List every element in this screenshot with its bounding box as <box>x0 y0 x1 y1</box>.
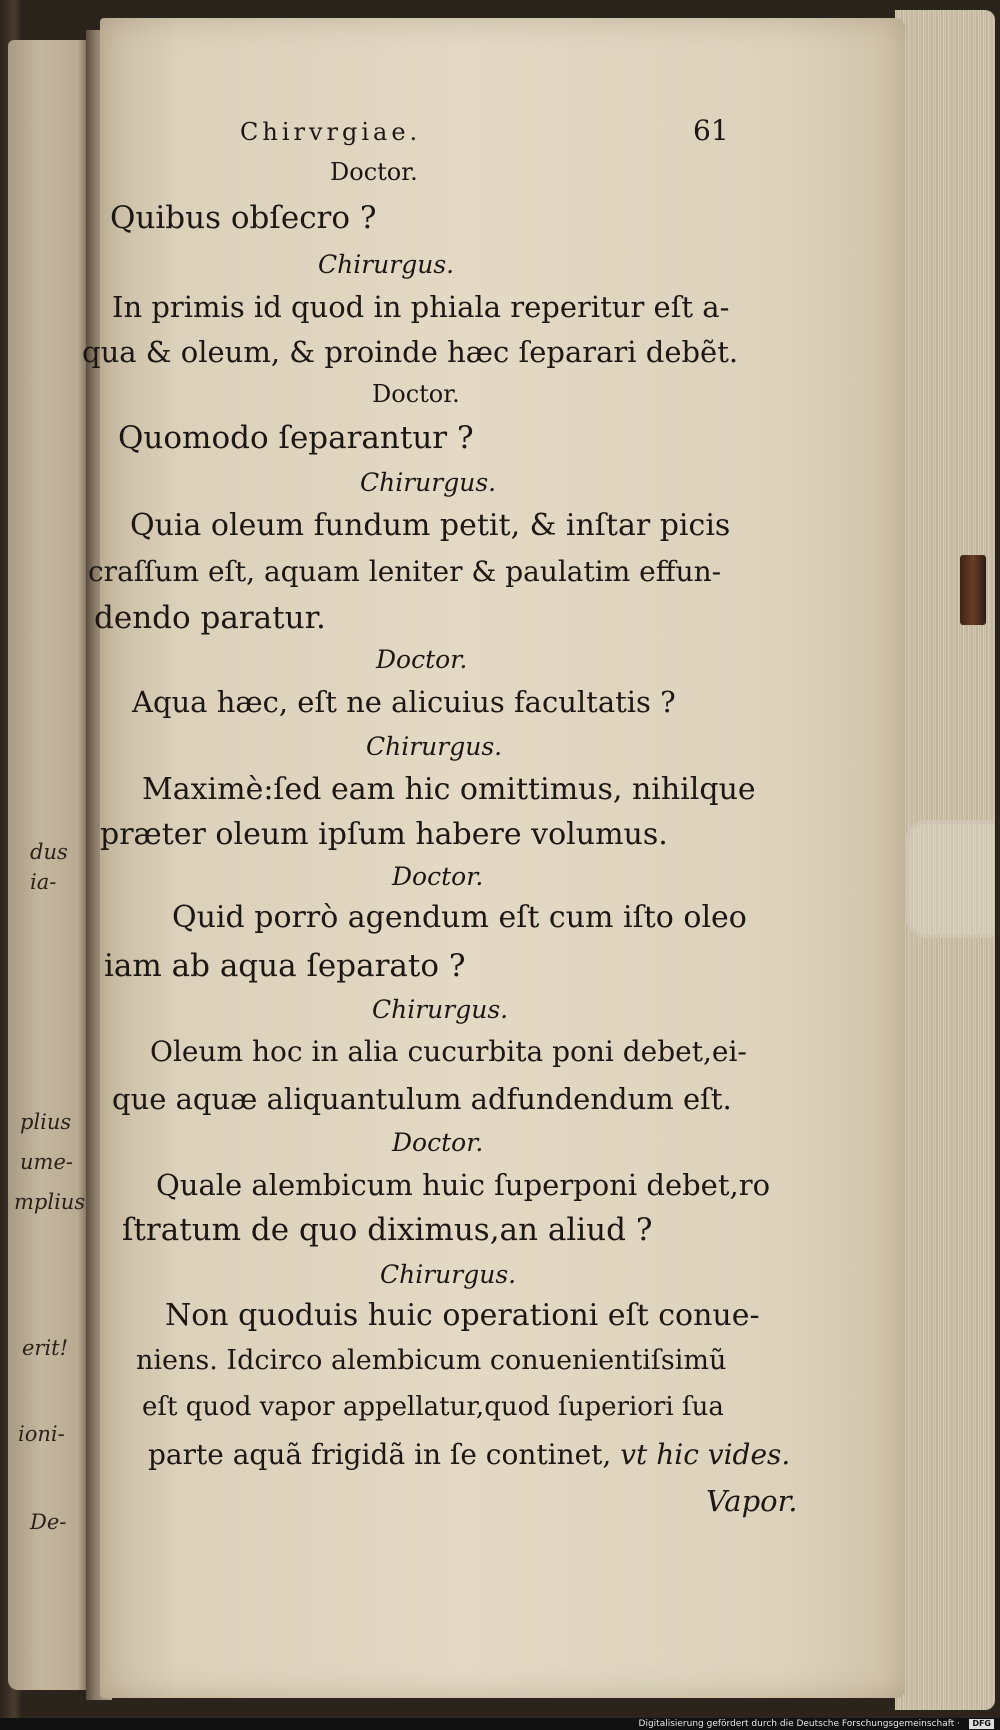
text-line: Aqua hæc, eſt ne alicuius facultatis ? <box>132 685 676 719</box>
text-line: eſt quod vapor appellatur,quod ſuperiori ſua <box>142 1392 724 1422</box>
text-line: Quomodo ſeparantur ? <box>118 420 474 456</box>
text-line: iam ab aqua ſeparato ? <box>104 948 466 984</box>
page-number: 61 <box>693 114 729 147</box>
text-line: præter oleum ipſum habere volumus. <box>100 817 668 852</box>
speaker-doctor: Doctor. <box>392 862 484 891</box>
speaker-chirurgus: Chirurgus. <box>318 250 455 279</box>
running-title: Chirvrgiae. <box>240 118 422 146</box>
text-line: Quid porrò agendum eſt cum iſto oleo <box>172 900 747 935</box>
footer-credit: Digitalisierung gefördert durch die Deutsche Forschungsgemeinschaft · <box>638 1719 960 1729</box>
speaker-doctor: Doctor. <box>376 645 468 674</box>
text-line: Quale alembicum huic ſuperponi debet,ro <box>156 1168 771 1202</box>
bookmark-ribbon <box>960 555 986 625</box>
margin-fragment: erit! <box>22 1336 69 1360</box>
text-line: ſtratum de quo diximus,an aliud ? <box>122 1212 653 1248</box>
text-line: craſſum eſt, aquam leniter & paulatim effun- <box>88 555 722 588</box>
margin-fragment: mplius <box>14 1190 86 1214</box>
margin-fragment: ume- <box>20 1150 73 1174</box>
text-run: parte aquã frigidã in ſe continet, <box>148 1438 612 1471</box>
margin-fragment: dus <box>30 840 68 864</box>
text-line: niens. Idcirco alembicum conuenientiſsimũ <box>136 1345 727 1376</box>
margin-fragment: plius <box>20 1110 72 1134</box>
speaker-doctor: Doctor. <box>330 158 418 186</box>
margin-fragment: ioni- <box>18 1422 65 1446</box>
speaker-chirurgus: Chirurgus. <box>366 732 503 761</box>
margin-fragment: ia- <box>30 870 57 894</box>
dfg-logo: DFG <box>969 1719 994 1729</box>
text-line <box>148 1438 790 1471</box>
speaker-doctor: Doctor. <box>372 380 460 408</box>
text-line: Quia oleum fundum petit, & inſtar picis <box>130 508 731 543</box>
speaker-chirurgus: Chirurgus. <box>380 1260 517 1289</box>
text-line: Non quoduis huic operationi eſt conue- <box>165 1298 760 1333</box>
margin-fragment: De- <box>30 1510 67 1534</box>
text-line: Quibus obſecro ? <box>110 200 377 236</box>
italic-text-run: vt hic vides. <box>620 1438 791 1471</box>
text-line: Oleum hoc in alia cucurbita poni debet,ei- <box>150 1035 747 1068</box>
text-line: que aquæ aliquantulum adfundendum eſt. <box>112 1082 732 1116</box>
catchword: Vapor. <box>706 1484 798 1518</box>
speaker-doctor: Doctor. <box>392 1128 484 1157</box>
page-clip <box>905 820 994 938</box>
text-line: Maximè:ſed eam hic omittimus, nihilque <box>142 772 756 807</box>
footer-bar <box>0 1718 1000 1730</box>
speaker-chirurgus: Chirurgus. <box>372 995 509 1024</box>
speaker-chirurgus: Chirurgus. <box>360 468 497 497</box>
text-line: dendo paratur. <box>94 600 326 636</box>
text-line: qua & oleum, & proinde hæc ſeparari debẽt. <box>82 335 739 369</box>
text-line: In primis id quod in phiala reperitur eſt a- <box>112 290 730 324</box>
